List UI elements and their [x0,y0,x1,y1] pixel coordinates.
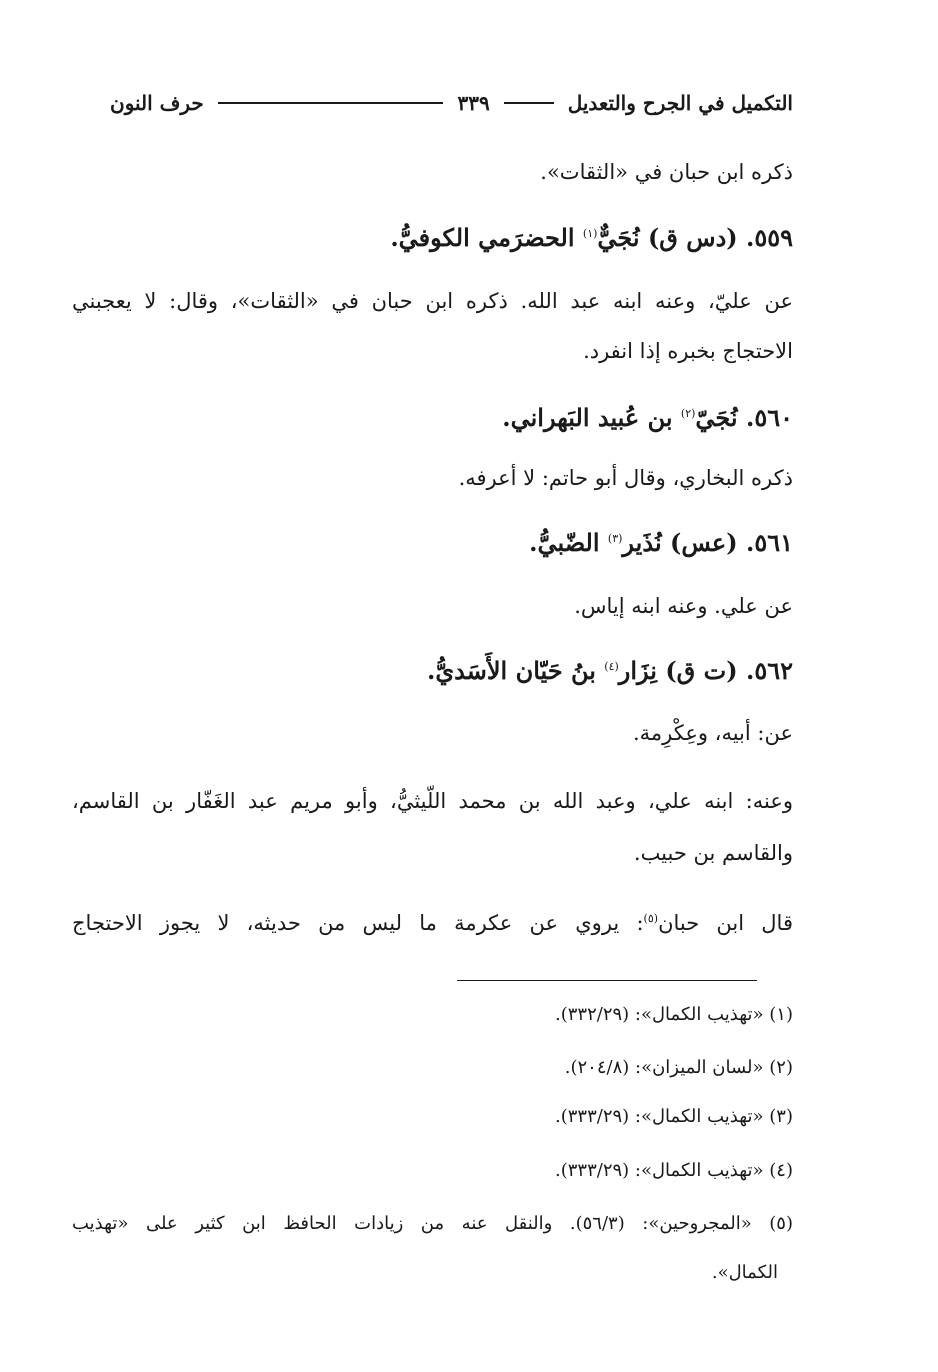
entry-name-rest: الضّبيُّ. [529,528,600,557]
running-header [110,86,793,120]
footnote-ref: (٣) [607,532,623,545]
text-line: وعنه: ابنه علي، وعبد الله بن محمد اللّيثيُّ، وأبو مريم عبد الغَفّار بن القاسم، [72,789,793,813]
footnote-1: (١) «تهذيب الكمال»: (٣٣٢/٢٩). [555,1004,793,1025]
header-rule [504,102,554,104]
footnote-5: (٥) «المجروحين»: (٥٦/٣). والنقل عنه من زيادات الحافظ ابن كثير على «تهذيب [72,1213,793,1234]
entry-name: (عس) نُذَير [622,528,738,557]
footnote-ref: (٥) [643,912,659,925]
text-line: عن علي. وعنه ابنه إياس. [574,594,793,618]
footnote-3: (٣) «تهذيب الكمال»: (٣٣٣/٢٩). [555,1106,793,1127]
text-line: عن عليّ، وعنه ابنه عبد الله. ذكره ابن حبان في «الثقات»، وقال: لا يعجبني [72,289,793,313]
footnote-ref: (٤) [604,660,619,673]
entry-name-rest: بنُ حَيّان الأَسَديُّ. [427,656,596,685]
text-fragment: قال ابن حبان [658,911,793,935]
entry-number: ٥٦٠. [745,403,793,432]
footnote-4: (٤) «تهذيب الكمال»: (٣٣٣/٢٩). [555,1160,793,1181]
footnote-ref: (٢) [680,407,696,420]
entry-name: (ت ق) نِزَار [618,656,738,685]
page-number: ٣٣٩ [457,91,490,115]
book-title: التكميل في الجرح والتعديل [567,91,793,115]
text-fragment: : يروي عن عكرمة ما ليس من حديثه، لا يجوز الاحتجاج [72,911,644,935]
text-line: والقاسم بن حبيب. [633,841,793,865]
text-line: ذكره البخاري، وقال أبو حاتم: لا أعرفه. [458,466,793,490]
header-rule [218,102,444,104]
entry-name-rest: بن عُبيد البَهراني. [502,403,673,432]
entry-name: نُجَيّ [695,403,738,432]
entry-name-rest: الحضرَمي الكوفيُّ. [390,223,575,252]
entry-561 [529,519,793,563]
section-title: حرف النون [110,91,204,115]
entry-559 [390,214,793,258]
entry-number: ٥٥٩. [745,223,793,252]
entry-name: (دس ق) نُجَيٌّ [597,223,738,252]
footnote-2: (٢) «لسان الميزان»: (٢٠٤/٨). [564,1057,793,1078]
footnote-divider [457,980,757,981]
footnote-5-cont: الكمال». [711,1262,778,1283]
entry-number: ٥٦٢. [745,656,793,685]
text-line: الاحتجاج بخبره إذا انفرد. [583,339,793,363]
entry-562 [427,647,793,691]
entry-560 [502,394,793,438]
text-line: عن: أبيه، وعِكْرِمة. [632,721,793,745]
text-line: ذكره ابن حبان في «الثقات». [540,160,793,184]
footnote-ref: (١) [582,227,598,240]
text-line [72,902,793,940]
entry-number: ٥٦١. [745,528,793,557]
